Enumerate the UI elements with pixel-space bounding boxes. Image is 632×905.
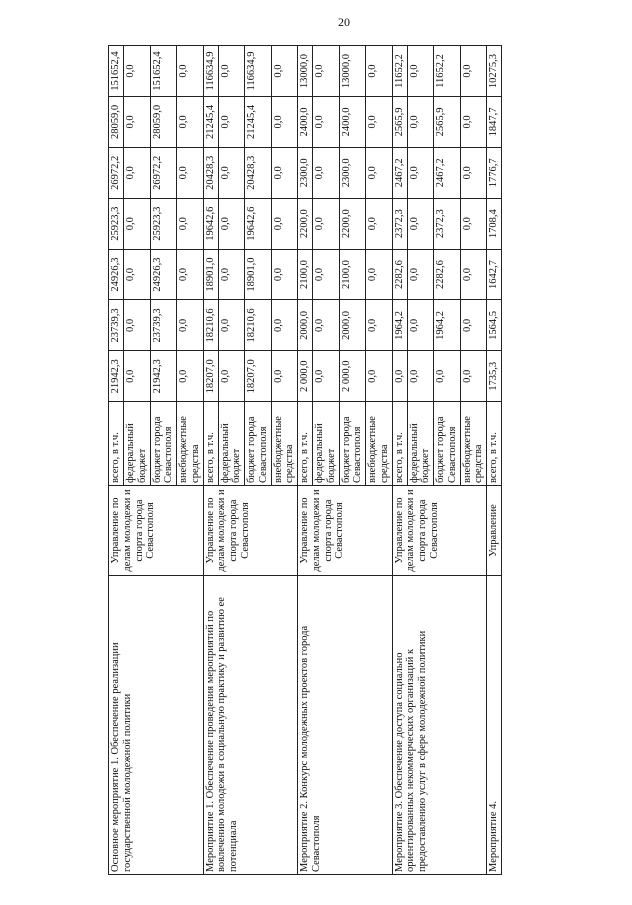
- amount-cell: 2565,9: [392, 96, 407, 147]
- amount-cell: 0,0: [124, 249, 151, 300]
- amount-cell: 0,0: [177, 351, 204, 402]
- funding-source: всего, в т.ч.: [298, 402, 313, 486]
- amount-cell: 20428,3: [245, 147, 272, 198]
- amount-cell: 18901,0: [245, 249, 272, 300]
- executor-cell: Управление по делам молодежи и спорта города Севастополя: [109, 485, 204, 575]
- amount-cell: 0,0: [124, 96, 151, 147]
- amount-cell: 2100,0: [339, 249, 366, 300]
- amount-cell: 23739,3: [150, 300, 177, 351]
- amount-cell: 0,0: [460, 46, 487, 97]
- amount-cell: 0,0: [407, 198, 434, 249]
- executor-cell: Управление: [487, 485, 502, 575]
- funding-source: всего, в т.ч.: [109, 402, 124, 486]
- amount-cell: 0,0: [177, 147, 204, 198]
- funding-source: федеральный бюджет: [218, 402, 245, 486]
- amount-cell: 2282,6: [434, 249, 461, 300]
- amount-cell: 0,0: [366, 198, 393, 249]
- amount-cell: 2565,9: [434, 96, 461, 147]
- amount-cell: 116634,9: [245, 46, 272, 97]
- amount-cell: 18207,0: [245, 351, 272, 402]
- amount-cell: 24926,3: [109, 249, 124, 300]
- amount-cell: 0,0: [460, 249, 487, 300]
- amount-cell: 0,0: [434, 351, 461, 402]
- funding-source: внебюджетные средства: [366, 402, 393, 486]
- table-row: [487, 46, 502, 875]
- amount-cell: 0,0: [460, 300, 487, 351]
- amount-cell: 1964,2: [392, 300, 407, 351]
- amount-cell: 0,0: [313, 351, 340, 402]
- amount-cell: 0,0: [460, 96, 487, 147]
- amount-cell: 2000,0: [339, 300, 366, 351]
- amount-cell: 2400,0: [339, 96, 366, 147]
- amount-cell: 2300,0: [339, 147, 366, 198]
- amount-cell: 2467,2: [434, 147, 461, 198]
- amount-cell: 0,0: [218, 96, 245, 147]
- amount-cell: 2 000,0: [298, 351, 313, 402]
- funding-source: бюджет города Севастополя: [150, 402, 177, 486]
- amount-cell: 1564,5: [487, 300, 502, 351]
- amount-cell: 0,0: [218, 300, 245, 351]
- measure-title: Мероприятие 4.: [487, 576, 502, 875]
- amount-cell: 0,0: [366, 351, 393, 402]
- amount-cell: 0,0: [124, 46, 151, 97]
- amount-cell: 2 000,0: [339, 351, 366, 402]
- amount-cell: 0,0: [218, 46, 245, 97]
- rotated-table-area: [108, 45, 578, 875]
- amount-cell: 28059,0: [150, 96, 177, 147]
- amount-cell: 26972,2: [109, 147, 124, 198]
- table-row: [203, 46, 218, 875]
- amount-cell: 0,0: [177, 198, 204, 249]
- amount-cell: 2200,0: [339, 198, 366, 249]
- amount-cell: 0,0: [124, 147, 151, 198]
- amount-cell: 0,0: [271, 351, 298, 402]
- amount-cell: 0,0: [407, 147, 434, 198]
- amount-cell: 0,0: [313, 96, 340, 147]
- amount-cell: 2467,2: [392, 147, 407, 198]
- amount-cell: 0,0: [218, 249, 245, 300]
- amount-cell: 2200,0: [298, 198, 313, 249]
- amount-cell: 1776,7: [487, 147, 502, 198]
- amount-cell: 24926,3: [150, 249, 177, 300]
- measure-title: Мероприятие 1. Обеспечение проведения мероприятий по вовлечению молодежи в социальную практику и развитию ее потенциала: [203, 576, 298, 875]
- amount-cell: 0,0: [218, 351, 245, 402]
- amount-cell: 0,0: [177, 249, 204, 300]
- amount-cell: 25923,3: [109, 198, 124, 249]
- amount-cell: 0,0: [407, 96, 434, 147]
- amount-cell: 11652,2: [392, 46, 407, 97]
- amount-cell: 18901,0: [203, 249, 218, 300]
- amount-cell: 0,0: [124, 300, 151, 351]
- funding-source: внебюджетные средства: [271, 402, 298, 486]
- amount-cell: 2100,0: [298, 249, 313, 300]
- measure-title: Основное мероприятие 1. Обеспечение реализации государственной молодежной политики: [109, 576, 204, 875]
- amount-cell: 2000,0: [298, 300, 313, 351]
- amount-cell: 19642,6: [245, 198, 272, 249]
- amount-cell: 0,0: [366, 147, 393, 198]
- table-row: [392, 46, 407, 875]
- amount-cell: 0,0: [313, 46, 340, 97]
- amount-cell: 28059,0: [109, 96, 124, 147]
- measure-title: Мероприятие 2. Конкурс молодежных проектов города Севастополя: [298, 576, 393, 875]
- table-row: [109, 46, 124, 875]
- amount-cell: 0,0: [218, 198, 245, 249]
- amount-cell: 0,0: [460, 198, 487, 249]
- amount-cell: 0,0: [392, 351, 407, 402]
- funding-source: федеральный бюджет: [124, 402, 151, 486]
- amount-cell: 0,0: [271, 96, 298, 147]
- funding-source: внебюджетные средства: [177, 402, 204, 486]
- page-number: 20: [338, 15, 350, 29]
- amount-cell: 0,0: [407, 351, 434, 402]
- amount-cell: 1847,7: [487, 96, 502, 147]
- amount-cell: 18210,6: [245, 300, 272, 351]
- amount-cell: 0,0: [313, 147, 340, 198]
- budget-table: [108, 45, 502, 875]
- amount-cell: 11652,2: [434, 46, 461, 97]
- amount-cell: 21245,4: [203, 96, 218, 147]
- amount-cell: 0,0: [271, 46, 298, 97]
- amount-cell: 13000,0: [339, 46, 366, 97]
- amount-cell: 151652,4: [150, 46, 177, 97]
- amount-cell: 116634,9: [203, 46, 218, 97]
- amount-cell: 13000,0: [298, 46, 313, 97]
- amount-cell: 25923,3: [150, 198, 177, 249]
- amount-cell: 0,0: [366, 300, 393, 351]
- amount-cell: 0,0: [407, 249, 434, 300]
- amount-cell: 20428,3: [203, 147, 218, 198]
- amount-cell: 0,0: [366, 96, 393, 147]
- amount-cell: 21942,3: [150, 351, 177, 402]
- amount-cell: 0,0: [407, 46, 434, 97]
- amount-cell: 0,0: [366, 249, 393, 300]
- amount-cell: 2282,6: [392, 249, 407, 300]
- amount-cell: 1964,2: [434, 300, 461, 351]
- amount-cell: 0,0: [124, 198, 151, 249]
- amount-cell: 0,0: [177, 300, 204, 351]
- amount-cell: 0,0: [313, 249, 340, 300]
- amount-cell: 26972,2: [150, 147, 177, 198]
- executor-cell: Управление по делам молодежи и спорта города Севастополя: [203, 485, 298, 575]
- funding-source: всего, в т.ч.: [203, 402, 218, 486]
- amount-cell: 0,0: [177, 96, 204, 147]
- amount-cell: 0,0: [218, 147, 245, 198]
- amount-cell: 18210,6: [203, 300, 218, 351]
- amount-cell: 0,0: [271, 249, 298, 300]
- amount-cell: 151652,4: [109, 46, 124, 97]
- executor-cell: Управление по делам молодежи и спорта города Севастополя: [392, 485, 487, 575]
- executor-cell: Управление по делам молодежи и спорта города Севастополя: [298, 485, 393, 575]
- funding-source: бюджет города Севастополя: [434, 402, 461, 486]
- amount-cell: 18207,0: [203, 351, 218, 402]
- amount-cell: 1642,7: [487, 249, 502, 300]
- amount-cell: 0,0: [460, 351, 487, 402]
- amount-cell: 2372,3: [392, 198, 407, 249]
- funding-source: бюджет города Севастополя: [339, 402, 366, 486]
- amount-cell: 0,0: [313, 300, 340, 351]
- amount-cell: 23739,3: [109, 300, 124, 351]
- table-row: [298, 46, 313, 875]
- funding-source: всего, в т.ч.: [487, 402, 502, 486]
- amount-cell: 0,0: [271, 300, 298, 351]
- amount-cell: 0,0: [366, 46, 393, 97]
- amount-cell: 2300,0: [298, 147, 313, 198]
- amount-cell: 10275,3: [487, 46, 502, 97]
- measure-title: Мероприятие 3. Обеспечение доступа социально ориентированных некоммерческих организаций к предоставлению услуг в сфере молодежной политики: [392, 576, 487, 875]
- amount-cell: 0,0: [407, 300, 434, 351]
- amount-cell: 0,0: [177, 46, 204, 97]
- amount-cell: 0,0: [124, 351, 151, 402]
- funding-source: федеральный бюджет: [407, 402, 434, 486]
- amount-cell: 2372,3: [434, 198, 461, 249]
- amount-cell: 0,0: [271, 147, 298, 198]
- funding-source: федеральный бюджет: [313, 402, 340, 486]
- amount-cell: 21245,4: [245, 96, 272, 147]
- amount-cell: 19642,6: [203, 198, 218, 249]
- amount-cell: 0,0: [313, 198, 340, 249]
- amount-cell: 0,0: [271, 198, 298, 249]
- funding-source: всего, в т.ч.: [392, 402, 407, 486]
- amount-cell: 21942,3: [109, 351, 124, 402]
- funding-source: внебюджетные средства: [460, 402, 487, 486]
- funding-source: бюджет города Севастополя: [245, 402, 272, 486]
- amount-cell: 1735,3: [487, 351, 502, 402]
- amount-cell: 0,0: [460, 147, 487, 198]
- amount-cell: 2400,0: [298, 96, 313, 147]
- amount-cell: 1708,4: [487, 198, 502, 249]
